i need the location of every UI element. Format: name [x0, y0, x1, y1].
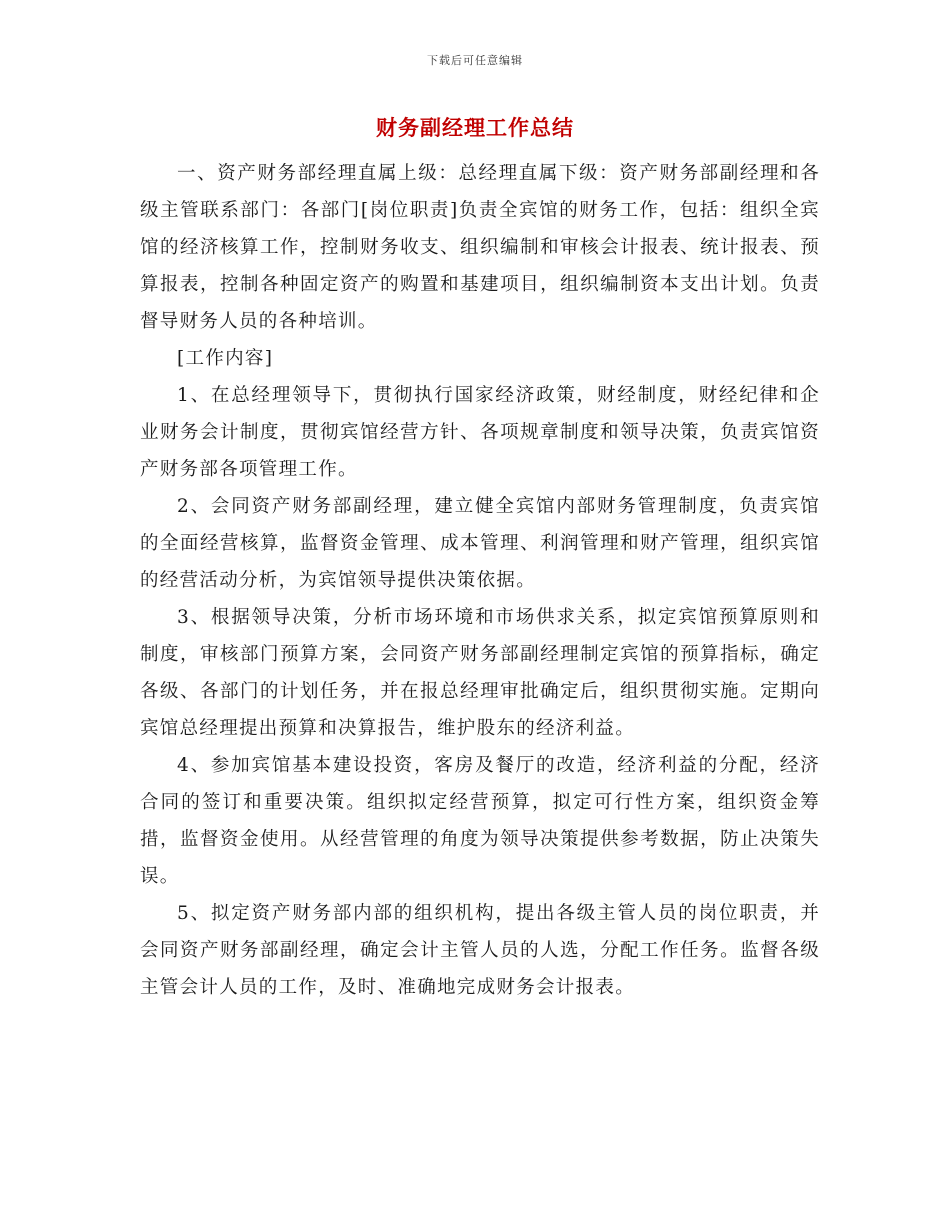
paragraph-item-3: 3、根据领导决策，分析市场环境和市场供求关系，拟定宾馆预算原则和制度，审核部门预算方案，会同资产财务部副经理制定宾馆的预算指标，确定各级、各部门的计划任务，并在报总经理审批确定后，组织贯彻实施。定期向宾馆总经理提出预算和决算报告，维护股东的经济利益。 — [140, 607, 820, 739]
header-note: 下载后可任意编辑 — [427, 54, 523, 67]
paragraph-item-4: 4、参加宾馆基本建设投资，客房及餐厅的改造，经济利益的分配，经济合同的签订和重要决策。组织拟定经营预算，拟定可行性方案，组织资金筹措，监督资金使用。从经营管理的角度为领导决策提供参考数据，防止决策失误。 — [140, 755, 820, 887]
document-body — [140, 155, 820, 1006]
paragraph-item-2: 2、会同资产财务部副经理，建立健全宾馆内部财务管理制度，负责宾馆的全面经营核算，监督资金管理、成本管理、利润管理和财产管理，组织宾馆的经营活动分析，为宾馆领导提供决策依据。 — [140, 496, 820, 591]
paragraph-section-heading: [工作内容] — [177, 348, 274, 369]
paragraph-item-1: 1、在总经理领导下，贯彻执行国家经济政策，财经制度，财经纪律和企业财务会计制度，贯彻宾馆经营方针、各项规章制度和领导决策，负责宾馆资产财务部各项管理工作。 — [140, 385, 820, 480]
paragraph-item-5: 5、拟定资产财务部内部的组织机构，提出各级主管人员的岗位职责，并会同资产财务部副经理，确定会计主管人员的人选，分配工作任务。监督各级主管会计人员的工作，及时、准确地完成财务会计报表。 — [140, 903, 820, 998]
paragraph-intro: 一、资产财务部经理直属上级：总经理直属下级：资产财务部副经理和各级主管联系部门：各部门[岗位职责]负责全宾馆的财务工作，包括：组织全宾馆的经济核算工作，控制财务收支、组织编制和审核会计报表、统计报表、预算报表，控制各种固定资产的购置和基建项目，组织编制资本支出计划。负责督导财务人员的各种培训。 — [140, 163, 820, 332]
document-title: 财务副经理工作总结 — [376, 115, 574, 140]
